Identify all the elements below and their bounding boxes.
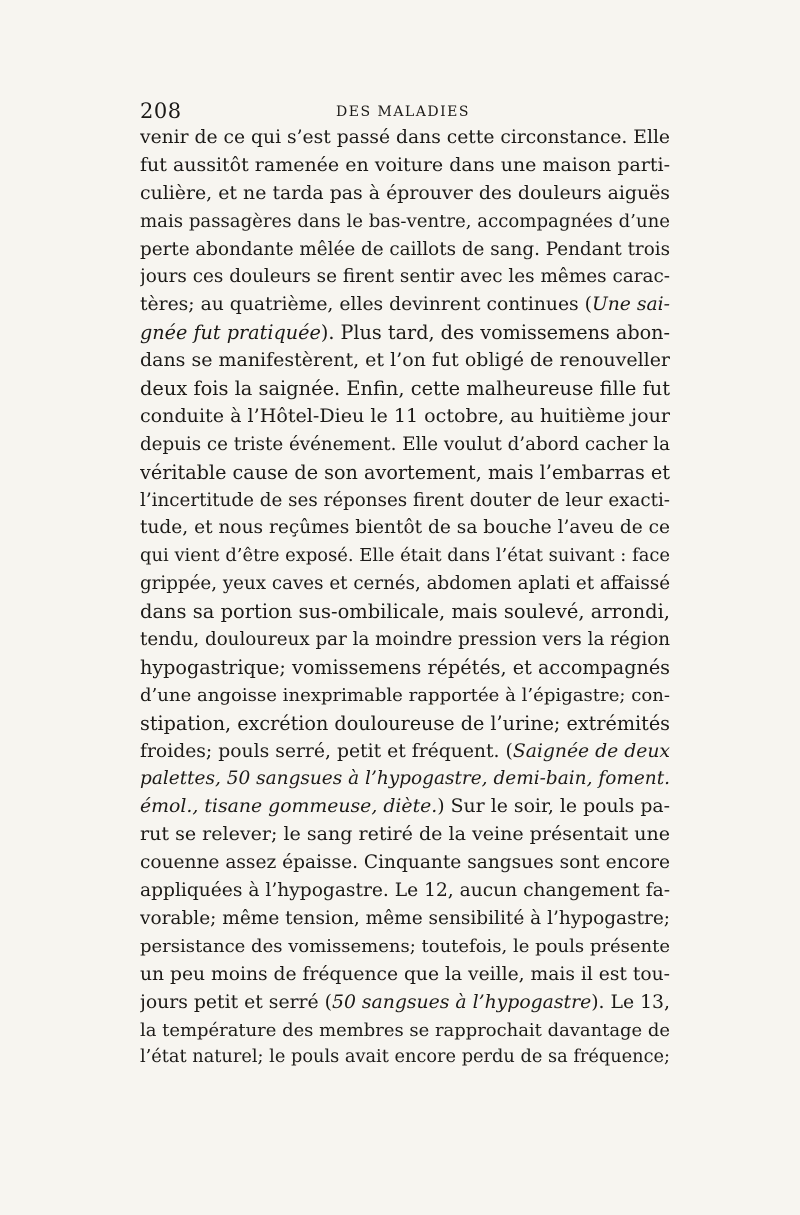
running-head: DES MALADIES (336, 104, 470, 120)
text-line (140, 849, 670, 877)
text-segment: mais passagères dans le bas-ventre, accompagnées d’une (140, 210, 670, 232)
italic-text-segment: 50 sangsues à l’hypogastre (331, 991, 592, 1013)
text-line (140, 626, 670, 654)
text-line (140, 1017, 670, 1045)
text-segment: perte abondante mêlée de caillots de sang. Pendant trois (140, 238, 670, 260)
text-segment: un peu moins de fréquence que la veille, mais il est tou- (140, 963, 670, 985)
text-segment: conduite à l’Hôtel-Dieu le 11 octobre, au huitième jour (140, 404, 670, 427)
text-segment: persistance des vomissemens; toutefois, le pouls présente (140, 935, 670, 957)
text-segment: ). Plus tard, des vomissemens abon- (320, 321, 670, 345)
text-line (140, 654, 670, 682)
text-line (140, 961, 670, 989)
text-line (140, 682, 670, 710)
text-segment: deux fois la saignée. Enfin, cette malheureuse fille fut (140, 377, 670, 401)
text-segment: la température des membres se rapprochait davantage de (140, 1019, 670, 1041)
text-segment: d’une angoisse inexprimable rapportée à l’épigastre; con- (140, 684, 670, 706)
text-segment: jours ces douleurs se firent sentir avec les mêmes carac- (140, 266, 670, 288)
text-line (140, 403, 670, 431)
text-segment: fut aussitôt ramenée en voiture dans une maison parti- (140, 153, 670, 176)
text-line (140, 710, 670, 738)
text-line (140, 152, 670, 180)
text-line (140, 459, 670, 487)
text-segment: l’incertitude de ses réponses firent douter de leur exacti- (140, 489, 670, 511)
text-segment: ) Sur le soir, le pouls pa- (437, 796, 670, 818)
text-line (140, 180, 670, 208)
italic-text-segment: gnée fut pratiquée (140, 321, 321, 345)
text-line (140, 905, 670, 933)
text-segment: culière, et ne tarda pas à éprouver des douleurs aiguës (140, 181, 670, 204)
text-segment: jours petit et serré ( (140, 991, 332, 1013)
text-segment: froides; pouls serré, petit et fréquent. ( (140, 740, 513, 762)
text-line (140, 236, 670, 264)
text-line (140, 821, 670, 849)
text-segment: vorable; même tension, même sensibilité à l’hypogastre; (140, 907, 670, 929)
italic-text-segment: palettes, 50 sangsues à l’hypogastre, demi-bain, foment. (140, 768, 670, 790)
text-segment: l’état naturel; le pouls avait encore perdu de sa fréquence; (140, 1047, 670, 1068)
text-segment: couenne assez épaisse. Cinquante sangsues sont encore (140, 852, 670, 874)
text-line (140, 319, 670, 347)
text-segment: venir de ce qui s’est passé dans cette circonstance. Elle (140, 127, 670, 148)
text-segment: grippée, yeux caves et cernés, abdomen aplati et affaissé (140, 573, 670, 595)
page-number: 208 (140, 99, 182, 123)
italic-text-segment: Une sai- (591, 294, 670, 316)
text-line (140, 877, 670, 905)
text-segment: dans sa portion sus-ombilicale, mais soulevé, arrondi, (140, 600, 670, 624)
text-segment: qui vient d’être exposé. Elle était dans l’état suivant : face (140, 545, 670, 567)
text-line (140, 487, 670, 515)
text-line (140, 793, 670, 821)
text-line (140, 124, 670, 152)
text-line (140, 765, 670, 793)
text-segment: tères; au quatrième, elles devinrent continues ( (140, 294, 592, 316)
text-line (140, 431, 670, 459)
text-segment: stipation, excrétion douloureuse de l’urine; extrémités (140, 711, 670, 735)
text-segment: rut se relever; le sang retiré de la veine présentait une (140, 823, 670, 846)
text-segment: véritable cause de son avortement, mais l’embarras et (140, 460, 670, 484)
text-line (140, 542, 670, 570)
text-segment: ). Le 13, (591, 991, 670, 1013)
text-segment: hypogastrique; vomissemens répétés, et accompagnés (140, 655, 670, 679)
text-line (140, 291, 670, 319)
text-line (140, 989, 670, 1017)
body-text (140, 124, 670, 1072)
text-line (140, 514, 670, 542)
italic-text-segment: émol., tisane gommeuse, diète. (140, 796, 438, 818)
text-line (140, 375, 670, 403)
text-line (140, 347, 670, 375)
text-line (140, 1044, 670, 1072)
text-line (140, 598, 670, 626)
text-segment: appliquées à l’hypogastre. Le 12, aucun changement fa- (140, 880, 670, 902)
text-segment: tude, et nous reçûmes bientôt de sa bouche l’aveu de ce (140, 517, 670, 539)
text-line (140, 570, 670, 598)
text-line (140, 933, 670, 961)
text-segment: depuis ce triste événement. Elle voulut d’abord cacher la (140, 433, 670, 455)
text-segment: tendu, douloureux par la moindre pression vers la région (140, 629, 670, 651)
italic-text-segment: Saignée de deux (512, 740, 670, 762)
text-line (140, 263, 670, 291)
text-segment: dans se manifestèrent, et l’on fut obligé de renouveller (140, 349, 670, 372)
text-line (140, 208, 670, 236)
text-line (140, 738, 670, 766)
